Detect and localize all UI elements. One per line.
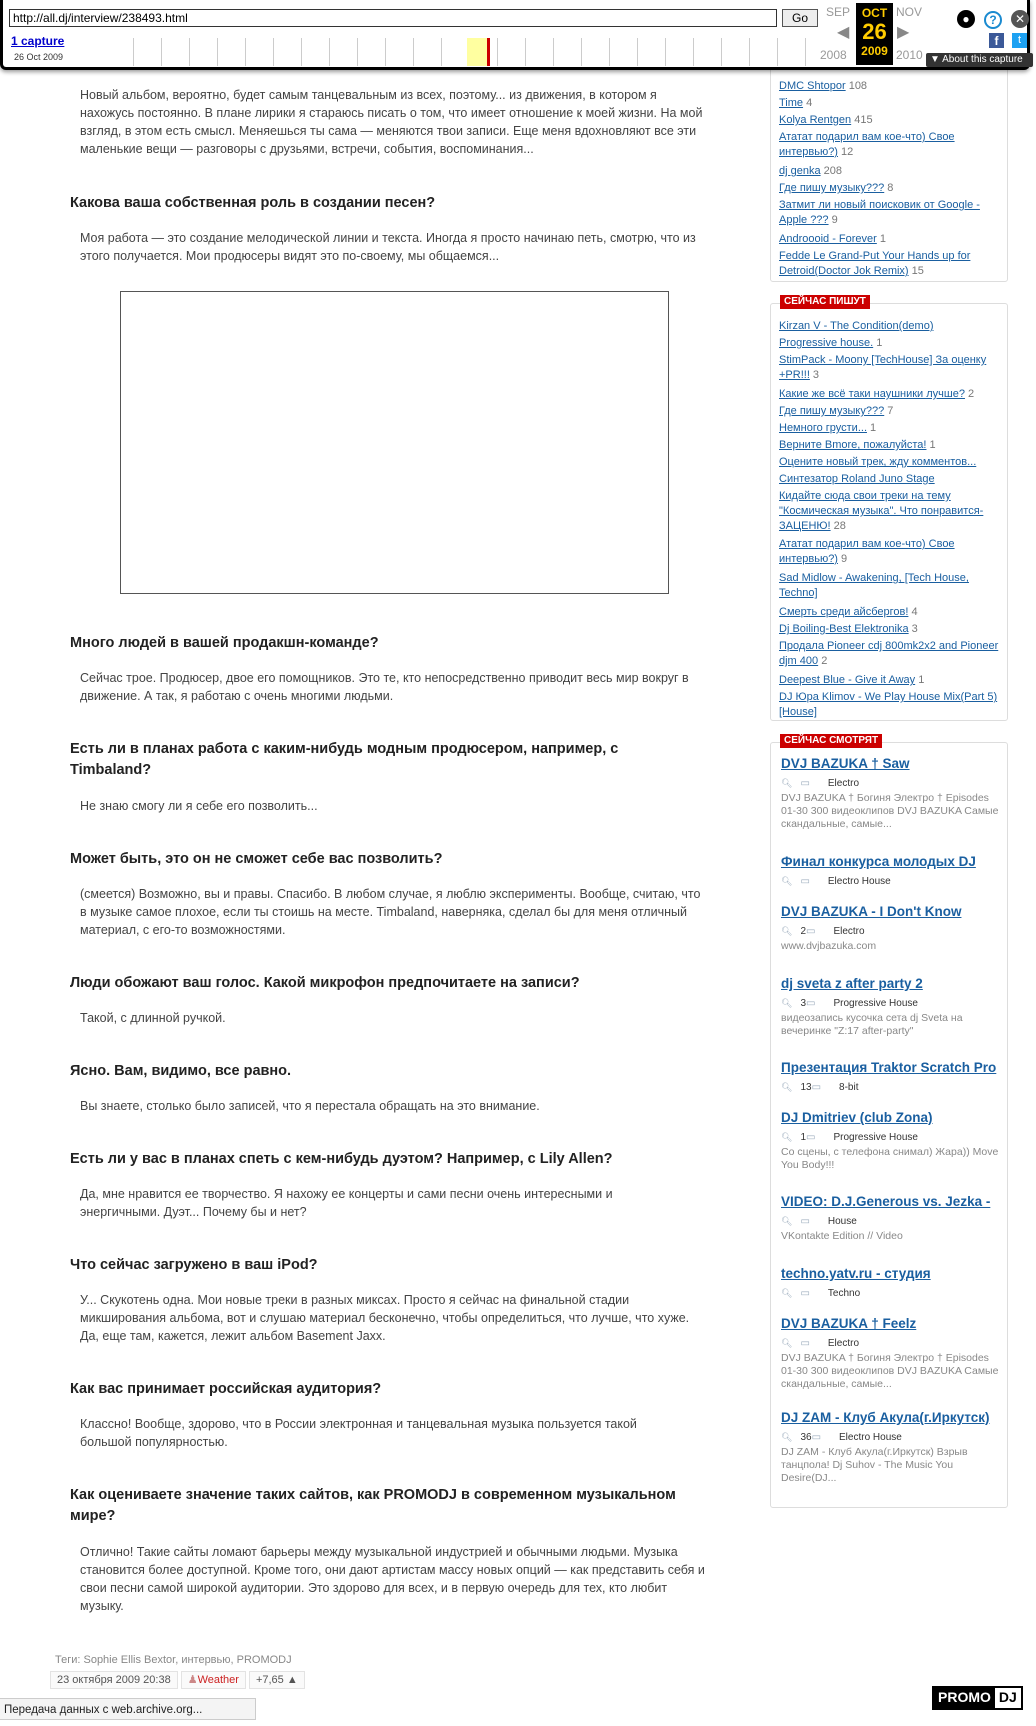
wayback-toolbar <box>0 0 1030 70</box>
sidebar-link[interactable]: DMC Shtopor <box>779 80 846 92</box>
watching-item-title[interactable]: DJ ZAM - Клуб Акула(г.Иркутск) <box>781 1410 990 1425</box>
answer-6: Вы знаете, столько было записей, что я перестала обращать на это внимание. <box>80 1099 540 1113</box>
zoom-icon[interactable]: 🔍︎ <box>781 876 793 886</box>
sidebar-link-item <box>779 455 1004 470</box>
answer-4: (смеется) Возможно, вы и правы. Спасибо. В любом случае, я люблю эксперименты. Вообще, считаю, что в музыке самое плохое, если ты стоишь на месте. Timbaland, наверняка, сделал бы для меня отличный материал, с его-то возможностями. <box>80 887 701 937</box>
sidebar-link-count: 1 <box>873 337 883 349</box>
sidebar-writing-title: СЕЙЧАС ПИШУТ <box>780 295 870 309</box>
sidebar-link-item <box>779 96 1004 111</box>
watching-item-desc: VKontakte Edition // Video <box>781 1230 903 1242</box>
sidebar-link-count: 1 <box>926 439 936 451</box>
post-meta <box>50 1671 305 1689</box>
watching-item-meta <box>781 1429 1006 1446</box>
sidebar-link[interactable]: Оцените новый трек, жду комментов... <box>779 456 977 468</box>
watching-item-title[interactable]: DVJ BAZUKA - I Don't Know <box>781 904 962 919</box>
sidebar-link-item <box>779 673 1004 688</box>
watching-item-title[interactable]: dj sveta z after party 2 <box>781 976 923 991</box>
close-icon[interactable]: ✕ <box>1011 10 1029 28</box>
watching-item <box>781 1315 1006 1391</box>
watching-item <box>781 1109 1006 1172</box>
wayback-url-input[interactable] <box>9 9 777 27</box>
sidebar-link-count: 12 <box>837 146 854 158</box>
sidebar-link[interactable]: Kirzan V - The Condition(demo) <box>779 320 934 332</box>
sidebar-link-item <box>779 489 1004 534</box>
sidebar-link[interactable]: Кидайте сюда свои треки на тему "Космическая музыка". Что понравится-ЗАЦЕНЮ! <box>779 490 984 532</box>
comment-icon[interactable]: ▭ <box>811 1432 822 1443</box>
sidebar-link[interactable]: Какие же всё таки наушники лучше? <box>779 388 965 400</box>
sidebar-link-count: 3 <box>809 369 820 381</box>
zoom-icon[interactable]: 🔍︎ <box>781 998 793 1008</box>
sidebar-link[interactable]: Затмит ли новый поисковик от Google - Apple ??? <box>779 199 980 226</box>
facebook-icon[interactable]: f <box>989 33 1004 48</box>
wayback-captures-link[interactable]: 1 capture <box>11 34 65 48</box>
wayback-current-year: 2009 <box>861 44 888 58</box>
watching-item <box>781 1409 1006 1485</box>
comment-icon[interactable]: ▭ <box>800 876 810 887</box>
wayback-next-month[interactable]: NOV <box>896 5 923 19</box>
sidebar-link-count: 4 <box>908 606 918 618</box>
watching-item-genre: Techno <box>827 1288 861 1299</box>
sidebar-link[interactable]: Kolya Rentgen <box>779 114 852 126</box>
watching-item-meta <box>781 873 1006 890</box>
wayback-prev-arrow-icon[interactable]: ◀ <box>837 24 850 41</box>
sidebar-link[interactable]: Progressive house. <box>779 337 874 349</box>
post-rating[interactable]: +7,65 ▲ <box>249 1671 305 1689</box>
sidebar-link-item <box>779 571 1004 601</box>
sidebar-link-item <box>779 198 1004 228</box>
watching-item-desc: DVJ BAZUKA † Богиня Электро † Episodes 01-30 300 видеоклипов DVJ BAZUKA Самые скандальные, самые... <box>781 1352 999 1390</box>
question-7: Есть ли у вас в планах спеть с кем-нибудь дуэтом? Например, с Lily Allen? <box>70 1151 613 1167</box>
comment-count: 13 <box>800 1082 812 1093</box>
logo-promo-text: PROMO <box>934 1688 995 1708</box>
watching-item-title[interactable]: Финал конкурса молодых DJ <box>781 854 976 869</box>
sidebar-link-count: 7 <box>884 405 894 417</box>
comment-icon[interactable]: ▭ <box>806 926 816 937</box>
sidebar-link[interactable]: Где пишу музыку??? <box>779 405 885 417</box>
comment-icon[interactable]: ▭ <box>806 998 816 1009</box>
zoom-icon[interactable]: 🔍︎ <box>781 1132 793 1142</box>
sidebar-link-item <box>779 605 1004 620</box>
watching-item-meta <box>781 1285 1006 1302</box>
watching-item-desc: видеозапись кусочка сета dj Sveta на вечеринке "Z:17 after-party" <box>781 1012 963 1037</box>
sidebar-link-item <box>779 639 1004 669</box>
watching-item-meta <box>781 1213 1006 1230</box>
question-4: Может быть, это он не сможет себе вас позволить? <box>70 851 443 867</box>
watching-item <box>781 1265 1006 1302</box>
sidebar-link-count: 15 <box>908 265 924 277</box>
answer-10: Отлично! Такие сайты ломают барьеры между музыкальной индустрией и обычными людьми. Музыка становится более доступной. Кроме того, они дают артистам массу новых опций — как представить себя и свои песни самой широкой аудитории. Это здорово для всех, и в первую очередь для тех, кто любит музыку. <box>80 1545 705 1613</box>
wayback-capture-date: 26 Oct 2009 <box>14 52 64 62</box>
wayback-sparkline[interactable] <box>133 38 813 66</box>
question-3: Есть ли в планах работа с каким-нибудь модным продюсером, например, с Timbaland? <box>70 741 619 778</box>
watching-item-meta <box>781 1079 1006 1096</box>
answer-3: Не знаю смогу ли я себе его позволить... <box>80 799 318 813</box>
answer-9: Классно! Вообще, здорово, что в России электронная и танцевальная музыка пользуется такой большой популярностью. <box>80 1417 637 1449</box>
watching-item-desc: www.dvjbazuka.com <box>781 940 877 952</box>
sidebar-link-count: 9 <box>828 214 838 226</box>
zoom-icon[interactable]: 🔍︎ <box>781 1288 793 1298</box>
question-8: Что сейчас загружено в ваш iPod? <box>70 1257 318 1273</box>
question-9: Как вас принимает российская аудитория? <box>70 1381 382 1397</box>
answer-intro: Новый альбом, вероятно, будет самым танцевальным из всех, поэтому... из движения, в котором я нахожусь постоянно. В плане лирики я стараюсь писать о том, что имеет отношение к моей жизни. На мой взгляд, в этом есть смысл. Меняешься ты сама — меняются твои записи. Еще меня вдохновляют все эти маленькие вещи — разговоры с друзьями, встречи, события, воспоминания... <box>80 88 703 156</box>
wayback-prev-year[interactable]: 2008 <box>820 48 847 62</box>
comment-icon[interactable]: ▭ <box>811 1082 822 1093</box>
sparkline-current-year <box>467 38 489 66</box>
comment-count: 3 <box>800 998 806 1009</box>
browser-status-bar: Передача данных с web.archive.org... <box>0 1698 256 1720</box>
watching-item-meta <box>781 775 1006 792</box>
sidebar-link-count: 8 <box>884 182 894 194</box>
sidebar-link-count: 415 <box>851 114 873 126</box>
sidebar-link-count: 1 <box>867 422 877 434</box>
answer-8: У... Скукотень одна. Мои новые треки в разных миксах. Просто я сейчас на финальной стадии микширования альбома, вот и слушаю материал бесконечно, чтобы определиться, что лучше, что хуже. Да, еще там, кажется, лежит альбом Basement Jaxx. <box>80 1293 690 1343</box>
wayback-current-date <box>856 3 893 65</box>
answer-2: Сейчас трое. Продюсер, двое его помощников. Это те, кто непосредственно приводит весь мир вокруг в движение. А так, я работаю с очень многими людьми. <box>80 671 689 703</box>
watching-item-genre: Electro House <box>839 1432 902 1443</box>
wayback-next-arrow-icon[interactable]: ▶ <box>897 24 910 41</box>
watching-item-desc: DVJ BAZUKA † Богиня Электро † Episodes 01-30 300 видеоклипов DVJ BAZUKA Самые скандальные, самые... <box>781 792 999 830</box>
tags-line: Теги: Sophie Ellis Bextor, интервью, PROMODJ <box>55 1654 292 1666</box>
zoom-icon[interactable]: 🔍︎ <box>781 1082 793 1092</box>
watching-item <box>781 1059 1006 1096</box>
sidebar-link[interactable]: Dj Boiling-Best Elektronika <box>779 623 909 635</box>
sidebar-link-item <box>779 232 1004 247</box>
sidebar-link[interactable]: Верните Bmore, пожалуйста! <box>779 439 927 451</box>
sidebar-link[interactable]: Продала Pioneer cdj 800mk2x2 and Pioneer djm 400 <box>779 640 999 667</box>
comment-count: 1 <box>800 1132 806 1143</box>
sidebar-link-count: 28 <box>830 520 846 532</box>
post-author-name[interactable]: Weather <box>197 1674 239 1686</box>
sidebar-link-count: 2 <box>964 388 975 400</box>
wayback-current-month: OCT <box>861 6 888 20</box>
wayback-current-day: 26 <box>862 19 887 44</box>
zoom-icon[interactable]: 🔍︎ <box>781 778 793 788</box>
watching-item-title[interactable]: DVJ BAZUKA † Saw <box>781 756 910 771</box>
question-2: Много людей в вашей продакшн-команде? <box>70 635 379 651</box>
sidebar-link[interactable]: dj genka <box>779 165 821 177</box>
sidebar-link[interactable]: Смерть среди айсбергов! <box>779 606 909 618</box>
sidebar-top-box <box>770 40 1008 282</box>
post-date: 23 октября 2009 20:38 <box>50 1671 178 1689</box>
comment-icon[interactable]: ▭ <box>800 1216 810 1227</box>
watching-item-genre: House <box>827 1216 857 1227</box>
sidebar-link-item <box>779 319 1004 334</box>
comment-count: 36 <box>800 1432 812 1443</box>
watching-item-title[interactable]: Презентация Traktor Scratch Pro <box>781 1060 997 1075</box>
comment-icon[interactable]: ▭ <box>806 1132 816 1143</box>
sidebar-link[interactable]: Deepest Blue - Give it Away <box>779 674 916 686</box>
sidebar-link-item <box>779 181 1004 196</box>
watching-item-title[interactable]: DJ Dmitriev (club Zona) <box>781 1110 933 1125</box>
watching-item <box>781 853 1006 890</box>
sidebar-link[interactable]: DJ Юра Klimov - We Play House Mix(Part 5)[House] <box>779 691 998 718</box>
watching-item-meta <box>781 1335 1006 1352</box>
sidebar-link[interactable]: StimPack - Moony [TechHouse] За оценку +PR!!! <box>779 354 987 381</box>
sidebar-link[interactable]: Time <box>779 97 804 109</box>
wayback-about-capture[interactable]: ▼ About this capture <box>926 53 1033 67</box>
question-6: Ясно. Вам, видимо, все равно. <box>70 1063 292 1079</box>
watching-item-genre: Progressive House <box>833 998 918 1009</box>
comment-icon[interactable]: ▭ <box>800 1338 810 1349</box>
watching-item-title[interactable]: techno.yatv.ru - студия <box>781 1266 931 1281</box>
watching-item-meta <box>781 923 1006 940</box>
sidebar-link[interactable]: Где пишу музыку??? <box>779 182 885 194</box>
watching-item-title[interactable]: DVJ BAZUKA † Feelz <box>781 1316 917 1331</box>
sidebar-link[interactable]: Sad Midlow - Awakening, [Tech House, Techno] <box>779 572 969 599</box>
watching-item-genre: 8-bit <box>839 1082 859 1093</box>
watching-item <box>781 1193 1006 1243</box>
comment-count: 2 <box>800 926 806 937</box>
sidebar-watching-box <box>770 735 1008 1508</box>
sidebar-link-item <box>779 249 1004 279</box>
sidebar-link-item <box>779 404 1004 419</box>
logo-dj-text: DJ <box>995 1688 1021 1708</box>
answer-5: Такой, с длинной ручкой. <box>80 1011 226 1025</box>
sidebar-link[interactable]: Ататат подарил вам кое-что) Свое интервью?) <box>779 538 955 565</box>
sidebar-link-count: 1 <box>876 233 887 245</box>
watching-item <box>781 975 1006 1038</box>
help-icon[interactable]: ? <box>984 11 1002 29</box>
sidebar-link-count: 2 <box>818 655 828 667</box>
user-account-icon[interactable]: ● <box>957 10 975 28</box>
twitter-icon[interactable]: t <box>1012 33 1027 48</box>
watching-item-genre: Progressive House <box>833 1132 918 1143</box>
sidebar-link-item <box>779 130 1004 160</box>
watching-item-meta <box>781 1129 1006 1146</box>
sidebar-link-count: 9 <box>837 553 848 565</box>
watching-item-desc: Со сцены, с телефона снимал) Жара)) Move You Body!!! <box>781 1146 999 1171</box>
sidebar-link-item <box>779 387 1004 402</box>
user-icon: ♟ <box>187 1674 198 1686</box>
zoom-icon[interactable]: 🔍︎ <box>781 1216 793 1226</box>
sidebar-link-item <box>779 353 1004 383</box>
watching-item-genre: Electro <box>827 778 860 789</box>
watching-item-meta <box>781 995 1006 1012</box>
wayback-next-year[interactable]: 2010 <box>896 48 923 62</box>
watching-item-desc: DJ ZAM - Клуб Акула(г.Иркутск) Взрыв танцпола! Dj Suhov - The Music You Desire(DJ... <box>781 1446 968 1484</box>
zoom-icon[interactable]: 🔍︎ <box>781 1432 793 1442</box>
sidebar-link[interactable]: Ататат подарил вам кое-что) Свое интервью?) <box>779 131 955 158</box>
watching-item <box>781 755 1006 831</box>
sidebar-link[interactable]: Немного грусти... <box>779 422 867 434</box>
wayback-prev-month[interactable]: SEP <box>826 5 851 19</box>
answer-1: Моя работа — это создание мелодической линии и текста. Иногда я просто начинаю петь, смотрю, что из этого получается. Мои продюсеры видят это по-своему, мы общаемся... <box>80 231 696 263</box>
sidebar-link-item <box>779 472 1004 487</box>
wayback-go-button[interactable]: Go <box>782 9 818 27</box>
promodj-logo[interactable] <box>932 1686 1023 1710</box>
sidebar-link-count: 208 <box>820 165 843 177</box>
sidebar-link-count: 1 <box>915 674 925 686</box>
sidebar-link-item <box>779 336 1004 351</box>
sidebar-link-count: 108 <box>845 80 868 92</box>
post-author[interactable] <box>181 1671 246 1689</box>
sidebar-link[interactable]: Androooid - Forever <box>779 233 877 245</box>
answer-7: Да, мне нравится ее творчество. Я нахожу ее концерты и сами песни очень интересными и энергичными. Дуэт... Почему бы и нет? <box>80 1187 613 1219</box>
watching-item-title[interactable]: VIDEO: D.J.Generous vs. Jezka - <box>781 1194 991 1209</box>
watching-item-genre: Electro <box>833 926 865 937</box>
sidebar-link[interactable]: Fedde Le Grand-Put Your Hands up for Detroid(Doctor Jok Remix) <box>779 250 971 277</box>
sidebar-link-count: 3 <box>908 623 918 635</box>
sidebar-watching-title: СЕЙЧАС СМОТРЯТ <box>780 734 882 748</box>
question-1: Какова ваша собственная роль в создании песен? <box>70 195 436 211</box>
zoom-icon[interactable]: 🔍︎ <box>781 1338 793 1348</box>
sparkline-capture-mark <box>487 38 490 66</box>
sidebar-link-item <box>779 690 1004 720</box>
sidebar-link-item <box>779 438 1004 453</box>
zoom-icon[interactable]: 🔍︎ <box>781 926 793 936</box>
sidebar-link-item <box>779 421 1004 436</box>
comment-icon[interactable]: ▭ <box>800 778 810 789</box>
sidebar-link[interactable]: Синтезатор Roland Juno Stage <box>779 473 935 485</box>
video-player[interactable] <box>120 291 669 594</box>
sidebar-link-item <box>779 537 1004 567</box>
sidebar-writing-box <box>770 296 1008 721</box>
comment-icon[interactable]: ▭ <box>800 1288 810 1299</box>
sidebar-link-item <box>779 113 1004 128</box>
sidebar-link-item <box>779 79 1004 94</box>
watching-item-genre: Electro House <box>827 876 891 887</box>
sidebar-link-count: 4 <box>803 97 813 109</box>
question-5: Люди обожают ваш голос. Какой микрофон предпочитаете на записи? <box>70 975 580 991</box>
watching-item <box>781 903 1006 953</box>
watching-item-genre: Electro <box>827 1338 860 1349</box>
sidebar-link-item <box>779 622 1004 637</box>
question-10: Как оцениваете значение таких сайтов, как PROMODJ в современном музыкальном мире? <box>70 1487 676 1524</box>
sidebar-link-item <box>779 164 1004 179</box>
